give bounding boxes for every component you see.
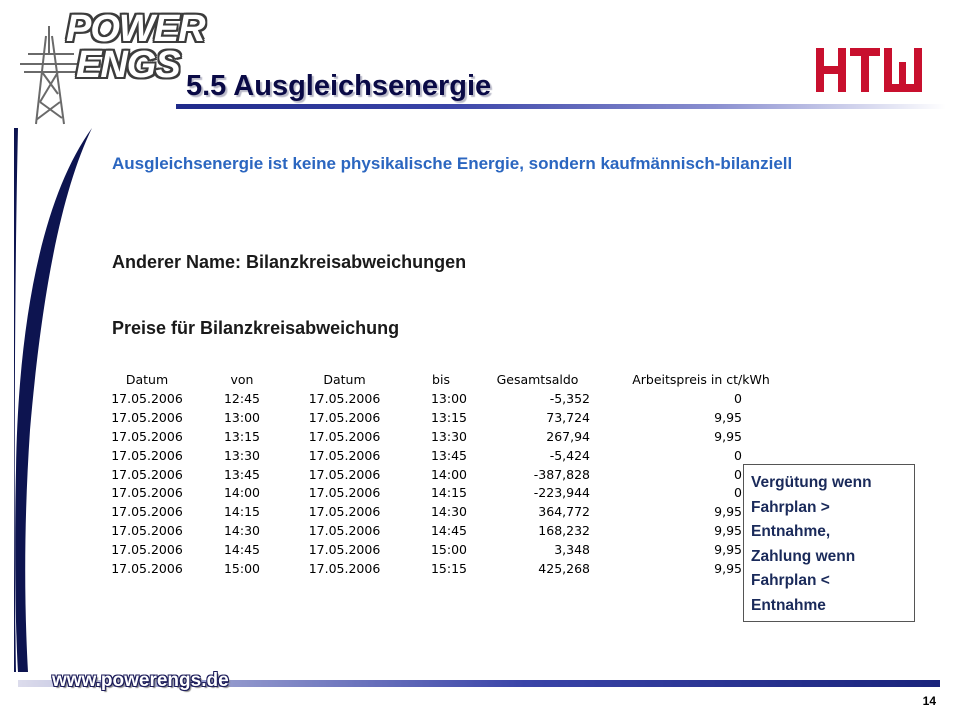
- powerengs-logo: [18, 6, 205, 126]
- cell-bis: 15:15: [430, 560, 467, 576]
- cell-gesamtsaldo: 3,348: [554, 542, 590, 558]
- col-header-bis: bis: [432, 372, 450, 387]
- cell-arbeitspreis: 0: [734, 447, 742, 463]
- cell-bis: 14:00: [430, 466, 467, 482]
- cell-bis: 15:00: [430, 542, 467, 558]
- table-row: [102, 483, 812, 502]
- logo-text-engs: ENGS: [76, 44, 180, 86]
- cell-bis: 14:45: [430, 523, 467, 539]
- cell-bis: 14:15: [430, 485, 467, 501]
- cell-bis: 13:30: [430, 428, 467, 444]
- cell-datum-end: 17.05.2006: [308, 390, 381, 406]
- cell-datum-end: 17.05.2006: [308, 485, 381, 501]
- lead-paragraph: Ausgleichsenergie ist keine physikalische Energie, sondern kaufmännisch-bilanziell: [112, 154, 793, 173]
- cell-datum: 17.05.2006: [111, 560, 183, 576]
- table-row: [102, 427, 812, 446]
- cell-datum-end: 17.05.2006: [308, 447, 381, 463]
- cell-datum: 17.05.2006: [111, 390, 183, 406]
- cell-gesamtsaldo: -5,424: [549, 447, 590, 463]
- cell-von: 13:45: [223, 466, 261, 482]
- cell-datum: 17.05.2006: [111, 466, 183, 482]
- col-header-gesamtsaldo: Gesamtsaldo: [496, 372, 579, 387]
- cell-datum-end: 17.05.2006: [308, 523, 381, 539]
- cell-von: 14:45: [223, 542, 261, 558]
- cell-arbeitspreis: 9,95: [714, 560, 742, 576]
- cell-datum: 17.05.2006: [111, 428, 183, 444]
- cell-datum: 17.05.2006: [111, 523, 183, 539]
- col-header-datum-end: Datum: [323, 372, 366, 387]
- cell-bis: 13:00: [430, 390, 467, 406]
- alternate-name-text: Anderer Name: Bilanzkreisabweichungen: [112, 252, 467, 272]
- cell-arbeitspreis: 9,95: [714, 523, 742, 539]
- cell-datum-end: 17.05.2006: [308, 466, 381, 482]
- cell-gesamtsaldo: -387,828: [533, 466, 590, 482]
- cell-datum-end: 17.05.2006: [308, 542, 381, 558]
- cell-arbeitspreis: 0: [734, 466, 742, 482]
- cell-von: 13:00: [223, 409, 261, 425]
- cell-von: 13:30: [223, 447, 261, 463]
- cell-datum-end: 17.05.2006: [308, 428, 381, 444]
- cell-gesamtsaldo: 364,772: [538, 504, 590, 520]
- cell-gesamtsaldo: 425,268: [538, 560, 590, 576]
- table-row: [102, 502, 812, 521]
- title-underline-bar: [176, 104, 946, 109]
- col-header-arbeitspreis: Arbeitspreis in ct/kWh: [632, 372, 770, 387]
- table-row: [102, 521, 812, 540]
- logo-text-power: POWER: [66, 8, 205, 50]
- table-row: [102, 389, 812, 408]
- cell-datum: 17.05.2006: [111, 447, 183, 463]
- cell-gesamtsaldo: -223,944: [533, 485, 590, 501]
- page-number: 14: [922, 694, 936, 708]
- cell-von: 14:15: [223, 504, 261, 520]
- cell-gesamtsaldo: -5,352: [549, 390, 590, 406]
- cell-arbeitspreis: 0: [734, 485, 742, 501]
- cell-arbeitspreis: 9,95: [714, 542, 742, 558]
- footer-url-link[interactable]: www.powerengs.de: [52, 670, 229, 691]
- slide-title: 5.5 Ausgleichsenergie: [186, 70, 492, 102]
- table-row: [102, 465, 812, 484]
- cell-gesamtsaldo: 168,232: [538, 523, 590, 539]
- cell-arbeitspreis: 9,95: [714, 428, 742, 444]
- cell-bis: 14:30: [430, 504, 467, 520]
- cell-datum-end: 17.05.2006: [308, 504, 381, 520]
- table-row: [102, 559, 812, 578]
- cell-arbeitspreis: 9,95: [714, 504, 742, 520]
- cell-bis: 13:15: [430, 409, 467, 425]
- htw-logo: [816, 44, 924, 96]
- cell-von: 14:00: [223, 485, 261, 501]
- note-box: Vergütung wenn Fahrplan > Entnahme, Zahlung wenn Fahrplan < Entnahme: [743, 464, 915, 622]
- cell-datum-end: 17.05.2006: [308, 560, 381, 576]
- cell-von: 13:15: [223, 428, 261, 444]
- table-row: [102, 540, 812, 559]
- cell-arbeitspreis: 0: [734, 390, 742, 406]
- table-header-row: [102, 370, 812, 389]
- cell-datum: 17.05.2006: [111, 485, 183, 501]
- cell-gesamtsaldo: 73,724: [546, 409, 590, 425]
- cell-datum: 17.05.2006: [111, 542, 183, 558]
- balance-price-table: [102, 370, 812, 578]
- col-header-von: von: [230, 372, 254, 387]
- cell-gesamtsaldo: 267,94: [546, 428, 590, 444]
- table-row: [102, 408, 812, 427]
- prices-heading: Preise für Bilanzkreisabweichung: [112, 318, 400, 338]
- cell-von: 14:30: [223, 523, 261, 539]
- cell-bis: 13:45: [430, 447, 467, 463]
- cell-datum-end: 17.05.2006: [308, 409, 381, 425]
- cell-von: 12:45: [223, 390, 261, 406]
- cell-von: 15:00: [223, 560, 261, 576]
- cell-datum: 17.05.2006: [111, 504, 183, 520]
- table-row: [102, 446, 812, 465]
- cell-datum: 17.05.2006: [111, 409, 183, 425]
- cell-arbeitspreis: 9,95: [714, 409, 742, 425]
- col-header-datum: Datum: [125, 372, 169, 387]
